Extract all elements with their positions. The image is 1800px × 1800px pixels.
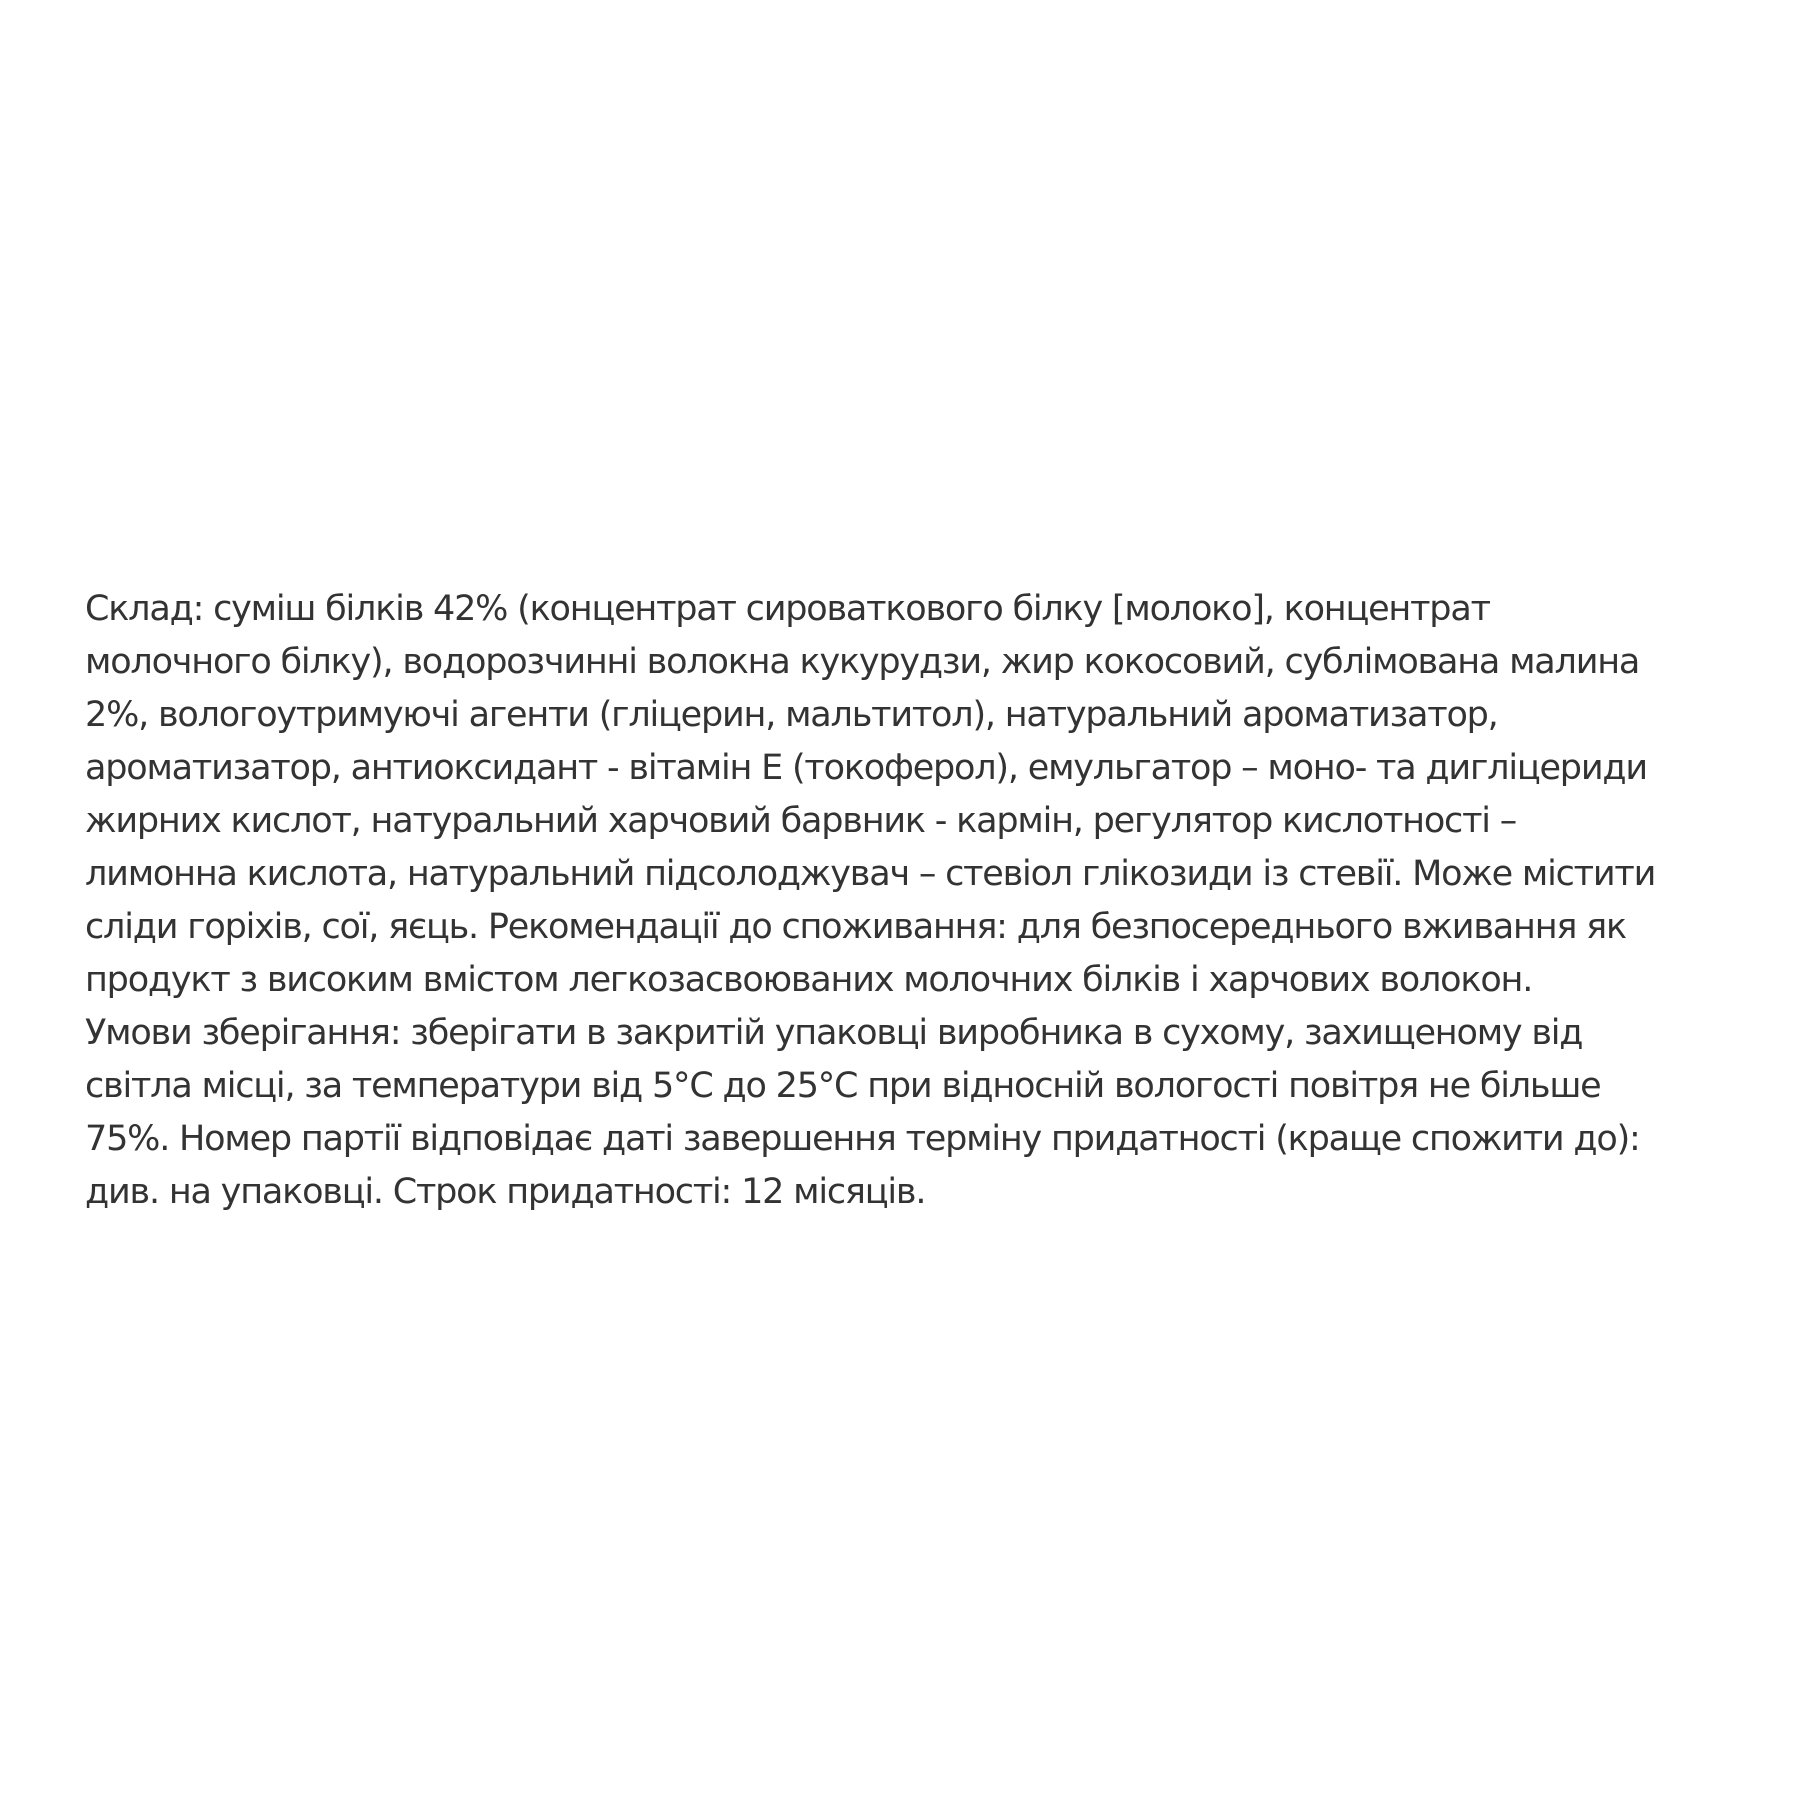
product-label-text	[85, 583, 1775, 1219]
label-line-8: продукт з високим вмістом легкозасвоюваних молочних білків і харчових волокон.	[85, 960, 1533, 1000]
label-line-9: Умови зберігання: зберігати в закритій упаковці виробника в сухому, захищеному від	[85, 1013, 1583, 1053]
label-line-2: молочного білку), водорозчинні волокна кукурудзи, жир кокосовий, сублімована малина	[85, 642, 1640, 682]
label-line-5: жирних кислот, натуральний харчовий барвник - кармін, регулятор кислотності –	[85, 801, 1517, 841]
label-line-7: сліди горіхів, сої, яєць. Рекомендації до споживання: для безпосереднього вживання як	[85, 907, 1626, 947]
label-line-12: див. на упаковці. Строк придатності: 12 місяців.	[85, 1172, 926, 1212]
label-line-10: світла місці, за температури від 5°С до 25°С при відносній вологості повітря не більше	[85, 1066, 1601, 1106]
label-line-6: лимонна кислота, натуральний підсолоджувач – стевіол глікозиди із стевії. Може містити	[85, 854, 1656, 894]
label-line-11: 75%. Номер партії відповідає даті завершення терміну придатності (краще спожити до):	[85, 1119, 1640, 1159]
label-line-4: ароматизатор, антиоксидант - вітамін Е (токоферол), емульгатор – моно- та дигліцериди	[85, 748, 1647, 788]
label-line-3: 2%, вологоутримуючі агенти (гліцерин, мальтитол), натуральний ароматизатор,	[85, 695, 1498, 735]
label-line-1: Склад: суміш білків 42% (концентрат сироваткового білку [молоко], концентрат	[85, 589, 1490, 629]
